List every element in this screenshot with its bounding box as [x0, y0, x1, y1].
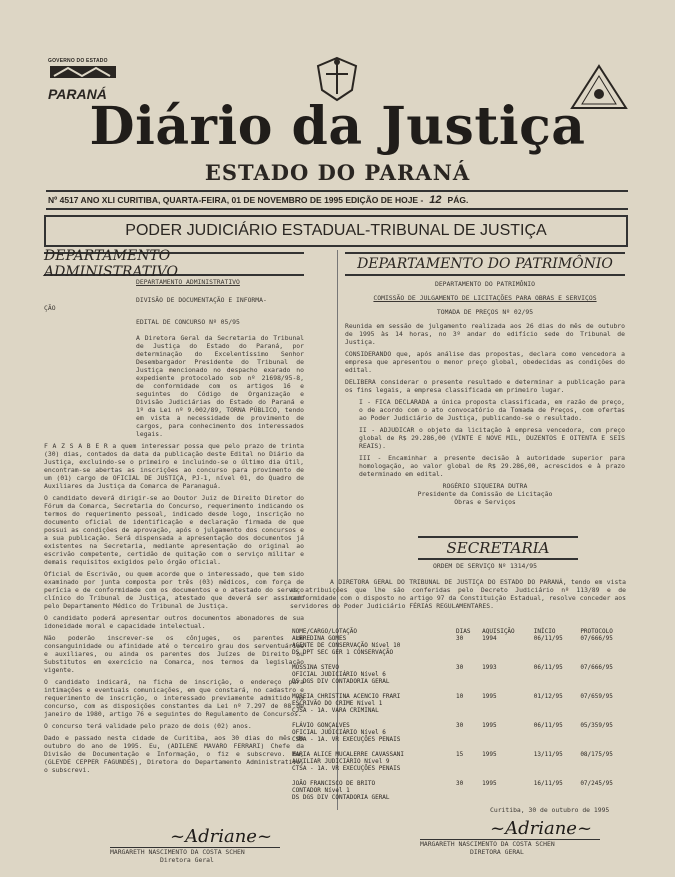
left-section-header: DEPARTAMENTO ADMINISTRATIVO [44, 252, 304, 276]
staff-table-wrap [290, 628, 630, 809]
left-signature-block [110, 826, 280, 864]
ordem-title: ORDEM DE SERVIÇO Nº 1314/95 [433, 562, 537, 570]
staff-signer-name: MARGARETH NASCIMENTO DA COSTA SCHEN [420, 840, 555, 848]
handwritten-signature-icon: ~Adriane~ [170, 826, 273, 847]
left-paragraph: A Diretora Geral da Secretaria do Tribunal de Justiça do Estado do Paraná, por determinação do Excelentíssimo Senhor Desembargador Presidente do Tribunal de Justiça mencionado no despacho exarado no expediente protocolado sob nº 21698/95-8, de conformidade com os artigos 16 e seguintes do Código de Organização e Divisão Judiciárias do Estado do Paraná e 1º da Lei nº 9.002/89, TORNA PÚBLICO, tendo em vista a necessidade de provimento de cargos, para conhecimento dos interessados legais. [136, 334, 304, 438]
right-column-body [345, 280, 625, 506]
gov-name: PARANÁ [48, 86, 107, 102]
right-item: I - FICA DECLARADA a única proposta classificada, em razão de preço, o de acordo com o ato convocatório da Tomada de Preços, com ofertas ao Poder Judiciário de Justiça, publicando-se o resultado. [359, 398, 625, 422]
issue-line: Nº 4517 ANO XLI CURITIBA, QUARTA-FEIRA, 01 DE NOVEMBRO DE 1995 EDIÇÃO DE HOJE - [48, 195, 424, 205]
left-dept-line: DEPARTAMENTO ADMINISTRATIVO [136, 278, 240, 286]
right-item: III - Encaminhar a presente decisão à autoridade superior para homologação, ao valor global de R$ 29.286,00, acrescidos e à prazo determinado em edital. [359, 454, 625, 478]
right-section-header: DEPARTAMENTO DO PATRIMÔNIO [345, 252, 625, 276]
ordem-block [345, 562, 625, 575]
parana-emblem-icon [48, 64, 118, 80]
right-commission-line: COMISSÃO DE JULGAMENTO DE LICITAÇÕES PARA OBRAS E SERVIÇOS [373, 294, 597, 302]
issue-suffix: PÁG. [447, 195, 469, 205]
right-paragraph: DELIBERA considerar o presente resultado e determinar a publicação para os fins legais, a empresa classificada em primeiro lugar. [345, 378, 625, 394]
table-row: ALFREDINA GOMES AGENTE DE CONSERVAÇÃO Nível 10 DS DPT SEC GER 1 CONSERVAÇÃO 30 1994 06/11/95 07/666/95 [292, 635, 613, 656]
left-paragraph: O concurso terá validade pelo prazo de dois (02) anos. [44, 722, 252, 730]
left-division-line: DIVISÃO DE DOCUMENTAÇÃO E INFORMA- [136, 296, 267, 304]
right-signature-block [420, 818, 600, 856]
left-signer-name: MARGARETH NASCIMENTO DA COSTA SCHEN [110, 848, 245, 856]
tomada-title: TOMADA DE PREÇOS Nº 02/95 [436, 308, 534, 316]
handwritten-signature-icon: ~Adriane~ [490, 818, 593, 839]
left-paragraph: F A Z S A B E R a quem interessar possa que pelo prazo de trinta (30) dias, contados da data da publicação deste Edital no Diário da Justiça, excluindo-se o primeiro e incluindo-se o último dia útil, encontram-se abertas as inscrições ao concurso para provimento de um (01) cargo de OFICIAL DE JUSTIÇA, PJ-1, nível 01, do Quadro de Auxiliares da Justiça da Comarca de Paranaguá. [44, 442, 304, 490]
secretaria-header: SECRETARIA [418, 536, 578, 560]
left-paragraph: O candidato poderá apresentar outros documentos abonadores de sua idoneidade moral e capacidade intelectual. [44, 614, 304, 630]
table-row: JOÃO FRANCISCO DE BRITO CONTADOR Nível 1 DS DGS DIV CONTADORIA GERAL 30 1995 16/11/95 07/245/95 [292, 780, 613, 801]
ordem-text: A DIRETORA GERAL DO TRIBUNAL DE JUSTIÇA DO ESTADO DO PARANÁ, tendo em vista as atribuições que lhe são conferidas pelo Decreto Judiciário nº 113/89 e de conformidade com o disposto no artigo 97 da Constituição Estadual, resolve conceder aos servidores do Poder Judiciário FÉRIAS REGULAMENTARES. [290, 578, 626, 610]
table-row: MOSSINA STEVO OFICIAL JUDICIÁRIO Nível 6 DS DGS DIV CONTADORIA GERAL 30 1993 06/11/95 07/666/95 [292, 664, 613, 685]
table-row: MOREIA CHRISTINA ACENCIO FRARI ESCRIVÃO DO CRIME Nível 1 CJSA - 1A. VARA CRIMINAL 10 1995 01/12/95 07/659/95 [292, 693, 613, 714]
issue-pages: 12 [429, 194, 442, 206]
staff-table-header: NOME/CARGO/LOTAÇÃO DIAS AQUISIÇÃO INÍCIO PROTOCOLO [292, 628, 613, 635]
court-banner: PODER JUDICIÁRIO ESTADUAL-TRIBUNAL DE JUSTIÇA [44, 215, 628, 247]
right-paragraph: Reunida em sessão de julgamento realizada aos 26 dias do mês de outubro de 1995 às 14 horas, no 3º andar do edifício sede do Tribunal de Justiça. [345, 322, 625, 346]
right-signer-name: ROGÉRIO SIQUEIRA DUTRA [442, 482, 528, 490]
left-paragraph: O candidato indicará, na ficha de inscrição, o endereço para intimações e eventuais comunicações, em que constará, no cadastro e requerimento de inscrição, o interessado previamente admitido no concurso, com as disposições constantes da Lei nº 7.297 de 08 de janeiro de 1980, artigo 76 e seguintes do Regulamento de Concursos. [44, 678, 304, 718]
date-line: Curitiba, 30 de outubro de 1995 [490, 806, 610, 814]
table-row: MARIA ALICE MUCALERRE CAVASSANI AUXILIAR JUDICIÁRIO Nível 9 CTSA - 1A. VR EXECUÇÕES PENAIS 15 1995 13/11/95 08/175/95 [292, 751, 613, 772]
right-signer-title: Presidente da Comissão de Licitação [417, 490, 553, 498]
left-signer-title: Diretora Geral [160, 856, 214, 864]
gov-small-label: GOVERNO DO ESTADO [48, 58, 108, 64]
left-paragraph: Oficial de Escrivão, ou quem acorde que o interessado, que tem sido examinado por junta composta por três (03) médicos, com força de perícia e de conformidade com os documentos e o atestado do serviço clínico do Tribunal de Justiça, atestado que deverá ser assinado pelo Departamento Médico do Tribunal de Justiça. [44, 570, 304, 610]
staff-signer-title: DIRETORA GERAL [470, 848, 524, 856]
left-division-cont: ÇÃO [44, 304, 56, 312]
staff-table [290, 628, 630, 809]
right-signer-sub: Obras e Serviços [454, 498, 516, 506]
ordem-text-block [290, 578, 626, 614]
issue-bar [46, 190, 628, 210]
right-item: II - ADJUDICAR o objeto da licitação à empresa vencedora, com preço global de R$ 29.286,00 (VINTE E NOVE MIL, DUZENTOS E OITENTA E SEIS REAIS). [359, 426, 625, 450]
right-paragraph: CONSIDERANDO que, após análise das propostas, declara como vencedora a empresa que apresentou o menor preço global, obedecidas as condições do edital. [345, 350, 625, 374]
edital-title: EDITAL DE CONCURSO Nº 05/95 [136, 318, 240, 326]
left-column-body [44, 278, 304, 778]
masthead-subtitle: ESTADO DO PARANÁ [204, 160, 471, 185]
masthead-title: Diário da Justiça [89, 96, 586, 157]
right-dept-line: DEPARTAMENTO DO PATRIMÔNIO [434, 280, 536, 288]
left-paragraph: Dado e passado nesta cidade de Curitiba, aos 30 dias do mês de outubro do ano de 1995. Eu, (ADILENE MAVARO FERRARI) Chefe da Divisão de Documentação e Informação, o fiz e subscrevo. Eu, (GLEYDE CEPPER FAGUNDES), Diretora do Departamento Administrativo, o subscrevi. [44, 734, 304, 774]
left-paragraph: Não poderão inscrever-se os cônjuges, os parentes de consanguinidade ou afinidade até o terceiro grau dos serventuários e auxiliares, ou ainda os parentes dos Juízes de Direito ou Substitutos em exercício na Comarca, nos termos da legislação vigente. [44, 634, 304, 674]
table-row: FLÁVIO GONÇALVES OFICIAL JUDICIÁRIO Nível 6 CSDA - 1A. VR EXECUÇÕES PENAIS 30 1995 06/11/95 05/359/95 [292, 722, 613, 743]
left-paragraph: O candidato deverá dirigir-se ao Doutor Juiz de Direito Diretor do Fórum da Comarca, Secretaria do Concurso, requerimento indicando os termos do requerimento pessoal, indicado desde logo, inscrição no documento oficial de identificação e declaração firmada de que possui as condições de aprovação, após o julgamento dos concursos e a sua publicação. Será dispensada a apresentação dos documentos já existentes na Secretaria, mediante apresentação do original ao escrivão competente, certidão de quitação com o serviço militar e demais requisitos exigidos pelo órgão oficial. [44, 494, 304, 566]
